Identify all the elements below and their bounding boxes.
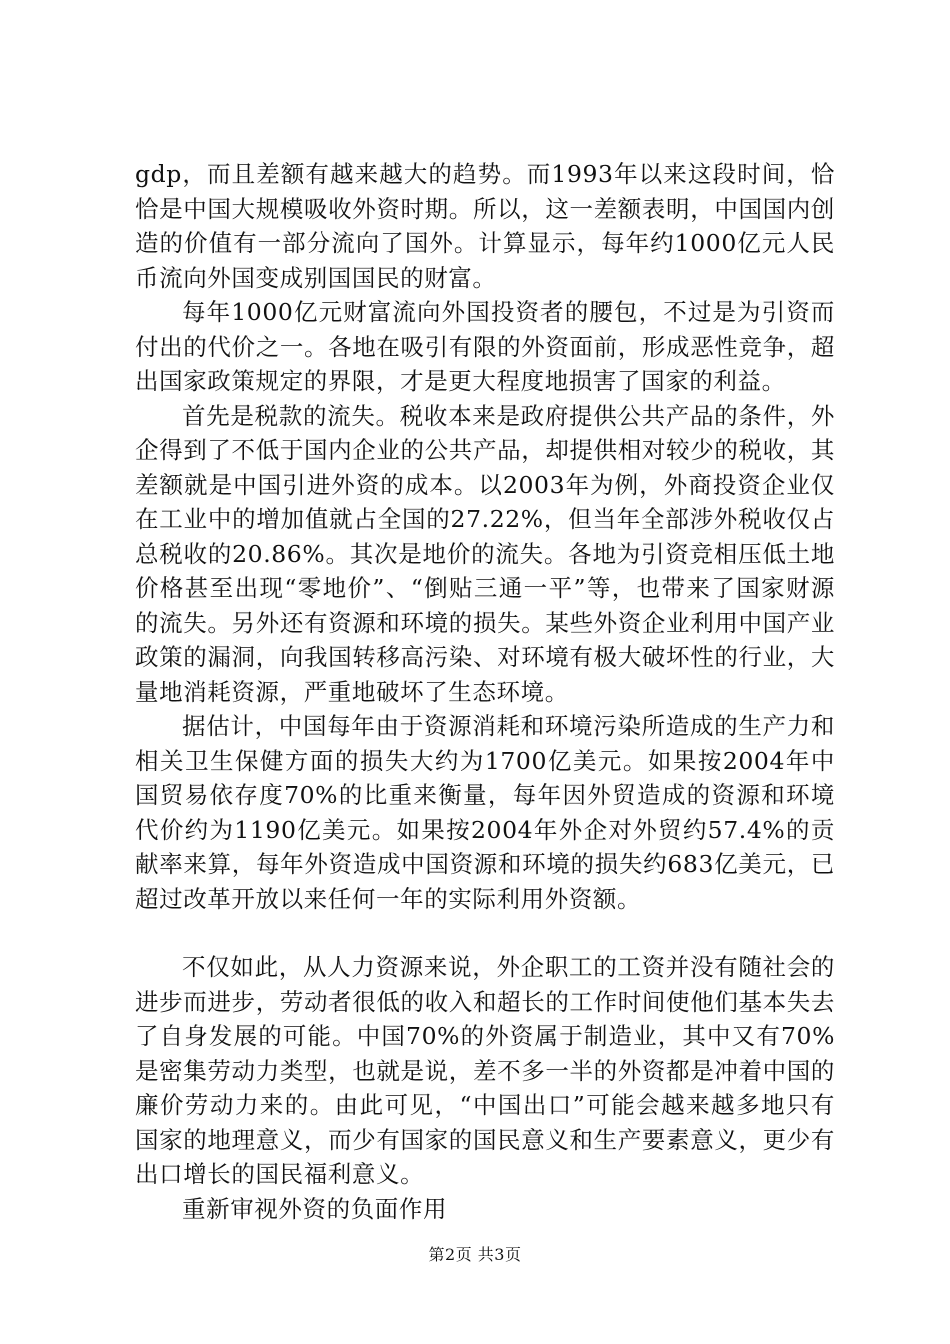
- paragraph-3: 首先是税款的流失。税收本来是政府提供公共产品的条件，外企得到了不低于国内企业的公共产品，却提供相对较少的税收，其差额就是中国引进外资的成本。以2003年为例，外商投资企业仅在工业中的增加值就占全国的27.22%，但当年全部涉外税收仅占总税收的20.86%。其次是地价的流失。各地为引资竞相压低土地价格甚至出现“零地价”、“倒贴三通一平”等，也带来了国家财源的流失。另外还有资源和环境的损失。某些外资企业利用中国产业政策的漏洞，向我国转移高污染、对环境有极大破坏性的行业，大量地消耗资源，严重地破坏了生态环境。: [135, 401, 835, 706]
- paragraph-5: 不仅如此，从人力资源来说，外企职工的工资并没有随社会的进步而进步，劳动者很低的收入和超长的工作时间使他们基本失去了自身发展的可能。中国70%的外资属于制造业，其中又有70%是密集劳动力类型，也就是说，差不多一半的外资都是冲着中国的廉价劳动力来的。由此可见，“中国出口”可能会越来越多地只有国家的地理意义，而少有国家的国民意义和生产要素意义，更少有出口增长的国民福利意义。: [135, 953, 835, 1188]
- paragraph-2: 每年1000亿元财富流向外国投资者的腰包，不过是为引资而付出的代价之一。各地在吸引有限的外资面前，形成恶性竞争，超出国家政策规定的界限，才是更大程度地损害了国家的利益。: [135, 298, 835, 395]
- section-heading: 重新审视外资的负面作用: [182, 1194, 448, 1223]
- page-number-footer: 第2页 共3页: [428, 1245, 522, 1264]
- paragraph-4: 据估计，中国每年由于资源消耗和环境污染所造成的生产力和相关卫生保健方面的损失大约为1700亿美元。如果按2004年中国贸易依存度70%的比重来衡量，每年因外贸造成的资源和环境代价约为1190亿美元。如果按2004年外企对外贸约57.4%的贡献率来算，每年外资造成中国资源和环境的损失约683亿美元，已超过改革开放以来任何一年的实际利用外资额。: [135, 712, 835, 913]
- document-body: [135, 157, 835, 1226]
- paragraph-1: gdp，而且差额有越来越大的趋势。而1993年以来这段时间，恰恰是中国大规模吸收外资时期。所以，这一差额表明，中国国内创造的价值有一部分流向了国外。计算显示，每年约1000亿元人民币流向外国变成别国国民的财富。: [135, 160, 835, 292]
